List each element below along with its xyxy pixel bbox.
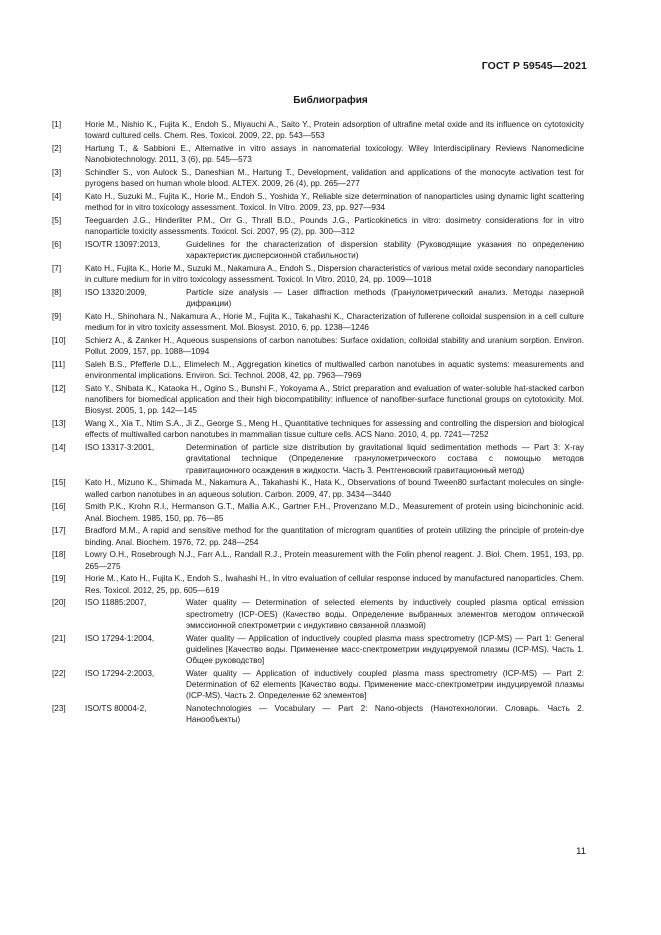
entry-number: [14] — [52, 443, 66, 453]
entry-text: Water quality — Determination of selected elements by inductively coupled plasma optical emission spectrometry (ICP-OES) (Качество воды. Определение выбранных элементов методом оптической эмиссионной спектрометрии с индуктивно связанной плазмой) — [186, 598, 584, 630]
entry-text: Smith P.K., Krohn R.I., Hermanson G.T., Mallia A.K., Gartner F.H., Provenzano M.D., Measurement of protein using bicinchoninic acid. Anal. Biochem. 1985, 150, pp. 76—85 — [85, 502, 584, 523]
entry-number: [4] — [52, 192, 62, 201]
bibliography-entry — [52, 573, 584, 595]
entry-number: [3] — [52, 168, 62, 177]
bibliography-entry — [52, 703, 584, 725]
standard-id: ISO 13317-3:2001, — [85, 443, 155, 453]
entry-number: [16] — [52, 502, 66, 512]
entry-number: [19] — [52, 574, 66, 584]
entry-text: Lowry O.H., Rosebrough N.J., Farr A.L., Randall R.J., Protein measurement with the Folin phenol reagent. J. Biol. Chem. 1951, 193, pp. 265—275 — [85, 550, 584, 571]
entry-text: Kato H., Shinohara N., Nakamura A., Horie M., Fujita K., Takahashi K., Characterization of fullerene colloidal suspension in a cell culture medium for in vitro toxicity assessment. Mol. Biosyst. 2010, 6, pp. 1238—1246 — [85, 312, 584, 333]
standard-id: ISO 11885:2007, — [85, 598, 147, 608]
entry-text: Kato H., Fujita K., Horie M., Suzuki M., Nakamura A., Endoh S., Dispersion characteristics of various metal oxide secondary nanoparticles in culture medium for in vitro toxicology assessment. Toxicol. In Vitro. 2010, 24, pp. 1009—1018 — [85, 264, 584, 285]
entry-number: [13] — [52, 419, 66, 429]
bibliography-entry — [52, 525, 584, 547]
entry-text: Wang X., Xia T., Ntim S.A., Ji Z., George S., Meng H., Quantitative techniques for assessing and controlling the dispersion and biological effects of multiwalled carbon nanotubes in mammalian tissue culture cells. ACS Nano. 2010, 4, pp. 7241—7252 — [85, 419, 584, 440]
bibliography-entry — [52, 359, 584, 381]
entry-number: [23] — [52, 704, 66, 714]
bibliography-entry — [52, 597, 584, 631]
entry-text: Determination of particle size distribution by gravitational liquid sedimentation methods — Part 3: X-ray gravitational technique (Определение гранулометрического состава с помощью методов гравитационного осаждения в жидкости. Часть 3. Рентгеновский гравитационный метод) — [186, 443, 584, 475]
entry-number: [20] — [52, 598, 66, 608]
page-number: 11 — [576, 846, 586, 857]
bibliography-entry — [52, 335, 584, 357]
standard-id: ISO 17294-1:2004, — [85, 633, 155, 643]
entry-text: Particle size analysis — Laser diffraction methods (Гранулометрический анализ. Методы лазерной дифракции) — [186, 288, 584, 309]
entry-text: Bradford M.M., A rapid and sensitive method for the quantitation of microgram quantities of protein utilizing the principle of protein-dye binding. Anal. Biochem. 1976, 72, pp. 248—254 — [85, 526, 584, 547]
entry-number: [8] — [52, 288, 62, 297]
bibliography-entry — [52, 191, 584, 213]
entry-number: [2] — [52, 144, 62, 153]
bibliography-entry — [52, 311, 584, 333]
bibliography-entry — [52, 549, 584, 571]
entry-number: [12] — [52, 384, 66, 393]
entry-number: [9] — [52, 312, 62, 321]
bibliography-list — [52, 119, 584, 727]
bibliography-entry — [52, 668, 584, 702]
standard-id: ISO 13320:2009, — [85, 288, 147, 297]
entry-text: Kato H., Mizuno K., Shimada M., Nakamura A., Takahashi K., Hata K., Observations of bound Tween80 surfactant molecules on single-walled carbon nanotubes in an aqueous solution. Carbon. 2009, 47, pp. 3434—3440 — [85, 478, 584, 499]
entry-number: [18] — [52, 550, 66, 560]
entry-number: [6] — [52, 240, 62, 249]
bibliography-entry — [52, 239, 584, 261]
entry-text: Kato H., Suzuki M., Fujita K., Horie M., Endoh S., Yoshida Y., Reliable size determination of nanoparticles using dynamic light scattering method for in vitro toxicology assessment. Toxicol. In Vitro. 2009, 23, pp. 927—934 — [85, 192, 584, 213]
entry-text: Sato Y., Shibata K., Kataoka H., Ogino S., Bunshi F., Yokoyama A., Strict preparation and evaluation of water-soluble hat-stacked carbon nanofibers for biomedical application and their high biocompatibility: influence of nanofiber-surface functional groups on cytotoxicity. Mol. Biosyst. 2005, 1, pp. 142—145 — [85, 384, 584, 416]
bibliography-entry — [52, 119, 584, 141]
bibliography-entry — [52, 215, 584, 237]
entry-number: [11] — [52, 360, 66, 369]
entry-text: Horie M., Kato H., Fujita K., Endoh S., Iwahashi H., In vitro evaluation of cellular response induced by manufactured nanoparticles. Chem. Res. Toxicol. 2012, 25, pp. 605—619 — [85, 574, 584, 595]
entry-number: [17] — [52, 526, 66, 536]
entry-text: Water quality — Application of inductively coupled plasma mass spectrometry (ICP-MS) — Part 1: General guidelines [Качество воды. Применение масс-спектрометрии индуцируемой плазмы (ICP-MS). Часть 1. Общее руководство] — [186, 633, 584, 666]
bibliography-entry — [52, 383, 584, 417]
bibliography-entry — [52, 263, 584, 285]
bibliography-entry — [52, 501, 584, 523]
bibliography-entry — [52, 442, 584, 476]
entry-text: Hartung T., & Sabbioni E., Alternative in vitro assays in nanomaterial toxicology. Wiley Interdisciplinary Reviews Nanomedicine Nanobiotechnology. 2011, 3 (6), pp. 545—573 — [85, 144, 584, 165]
entry-text: Teeguarden J.G., Hinderliter P.M., Orr G., Thrall B.D., Pounds J.G., Particokinetics in vitro: dosimetry considerations for in vitro nanoparticle toxicity assessments. Toxicol. Sci. 2007, 95 (2), pp. 300—312 — [85, 216, 584, 237]
entry-text: Schindler S., von Aulock S., Daneshian M., Hartung T., Development, validation and applications of the monocyte activation test for pyrogens based on human whole blood. ALTEX. 2009, 26 (4), pp. 265—277 — [85, 168, 584, 189]
entry-number: [7] — [52, 264, 62, 273]
standard-id: ISO/TR 13097:2013, — [85, 240, 161, 249]
section-title: Библиография — [293, 95, 368, 106]
bibliography-entry — [52, 167, 584, 189]
bibliography-entry — [52, 477, 584, 499]
entry-number: [22] — [52, 668, 66, 678]
standard-id: ISO 17294-2:2003, — [85, 668, 155, 678]
entry-number: [15] — [52, 478, 66, 488]
entry-text: Guidelines for the characterization of dispersion stability (Руководящие указания по определению характеристик дисперсионной стабильности) — [186, 240, 584, 261]
entry-text: Saleh B.S., Pfefferle D.L., Elimelech M., Aggregation kinetics of multiwalled carbon nanotubes in aquatic systems: measurements and environmental implications. Environ. Sci. Technol. 2008, 42, pp. 7963—7969 — [85, 360, 584, 381]
entry-text: Nanotechnologies — Vocabulary — Part 2: Nano-objects (Нанотехнологии. Словарь. Часть 2. Нанообъекты) — [186, 704, 584, 725]
entry-text: Horie M., Nishio K., Fujita K., Endoh S., Miyauchi A., Saito Y., Protein adsorption of ultrafine metal oxide and its influence on cytotoxicity toward cultured cells. Chem. Res. Toxicol. 2009, 22, pp. 543—553 — [85, 120, 584, 141]
entry-number: [1] — [52, 120, 62, 129]
entry-text: Schierz A., & Zanker H., Aqueous suspensions of carbon nanotubes: Surface oxidation, colloidal stability and uranium sorption. Environ. Pollut. 2009, 157, pp. 1088—1094 — [85, 336, 584, 357]
standard-id: ISO/TS 80004-2, — [85, 704, 147, 714]
entry-number: [21] — [52, 633, 66, 643]
bibliography-entry — [52, 143, 584, 165]
bibliography-entry — [52, 633, 584, 667]
entry-number: [5] — [52, 216, 62, 225]
bibliography-entry — [52, 418, 584, 440]
standard-code: ГОСТ Р 59545—2021 — [481, 60, 587, 72]
bibliography-entry — [52, 287, 584, 309]
entry-text: Water quality — Application of inductively coupled plasma mass spectrometry (ICP-MS) — Part 2: Determination of 62 elements [Качество воды. Применение масс-спектрометрии индуцируемой плазмы (ICP-MS). Часть 2. Определение 62 элементов] — [186, 668, 584, 701]
entry-number: [10] — [52, 336, 66, 345]
